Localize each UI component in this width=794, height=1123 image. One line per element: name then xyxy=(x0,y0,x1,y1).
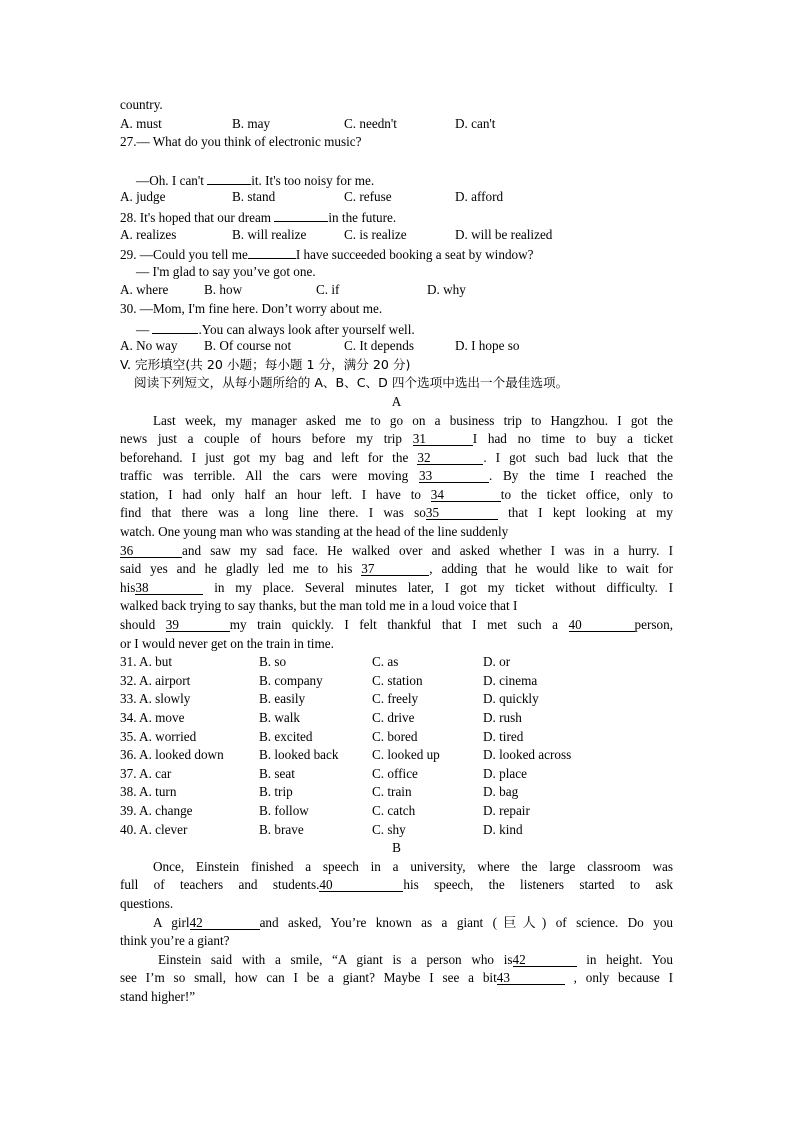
options-26 xyxy=(120,115,673,134)
option-c[interactable]: C. needn't xyxy=(344,115,397,131)
answer-blank[interactable] xyxy=(152,319,198,334)
blank-38[interactable]: 38 xyxy=(135,580,203,595)
options-30 xyxy=(120,337,673,356)
option-b[interactable]: B. seat xyxy=(259,765,295,781)
option-a[interactable]: 39. A. change xyxy=(120,802,193,818)
options-row-34 xyxy=(120,709,673,728)
option-a[interactable]: A. judge xyxy=(120,189,166,205)
passage-a-line: 36 and saw my sad face. He walked over and asked whether I was in a hurry. I xyxy=(120,542,673,558)
question-29-reply: — I'm glad to say you’ve got one. xyxy=(136,263,316,279)
question-30-stem: 30. —Mom, I'm fine here. Don’t worry about me. xyxy=(120,300,383,316)
option-d[interactable]: D. can't xyxy=(455,115,496,131)
option-d[interactable]: D. quickly xyxy=(483,691,539,707)
options-27 xyxy=(120,188,673,207)
option-d[interactable]: D. rush xyxy=(483,710,522,725)
option-b[interactable]: B. easily xyxy=(259,691,306,707)
passage-b-line: Einstein said with a smile, “A giant is a person who is42 in height. You xyxy=(158,951,673,967)
option-c[interactable]: C. bored xyxy=(372,728,418,744)
options-row-31 xyxy=(120,653,673,672)
passage-a-line: find that there was a long line there. I was so35 that I kept looking at my xyxy=(120,505,673,521)
blank-42b[interactable]: 42 xyxy=(513,952,577,967)
option-a[interactable]: 37. A. car xyxy=(120,765,172,781)
passage-b-line: Once, Einstein finished a speech in a university, where the large classroom was xyxy=(153,858,673,874)
option-d[interactable]: D. kind xyxy=(483,821,523,837)
option-d[interactable]: D. place xyxy=(483,765,527,781)
option-a[interactable]: 33. A. slowly xyxy=(120,691,191,707)
blank-42[interactable]: 42 xyxy=(190,915,260,930)
passage-b-line: think you’re a giant? xyxy=(120,933,230,949)
option-c[interactable]: C. as xyxy=(372,654,399,670)
option-b[interactable]: B. stand xyxy=(232,189,276,205)
passage-a-line: news just a couple of hours before my trip 31 I had no time to buy a ticket xyxy=(120,431,674,447)
passage-a-line: traffic was terrible. All the cars were moving 33 . By the time I reached the xyxy=(120,468,673,484)
options-row-39 xyxy=(120,802,673,821)
option-c[interactable]: C. if xyxy=(316,282,340,298)
option-c[interactable]: C. refuse xyxy=(344,189,392,205)
document-page xyxy=(120,96,673,1007)
option-a[interactable]: 38. A. turn xyxy=(120,784,177,800)
option-d[interactable]: D. cinema xyxy=(483,672,538,688)
option-c[interactable]: C. It depends xyxy=(344,338,414,354)
passage-a-line: Last week, my manager asked me to go on a business trip to Hangzhou. I got the xyxy=(153,412,673,428)
option-b[interactable]: B. company xyxy=(259,672,323,688)
option-d[interactable]: D. repair xyxy=(483,802,530,818)
blank-43[interactable]: 43 xyxy=(497,970,565,985)
blank-31[interactable]: 31 xyxy=(413,431,473,446)
section-instruction: 阅读下列短文，从每小题所给的 A、B、C、D 四个选项中选出一个最佳选项。 xyxy=(134,375,569,391)
option-d[interactable]: D. why xyxy=(427,282,466,298)
passage-a-line: watch. One young man who was standing at the head of the line suddenly xyxy=(120,524,509,540)
blank-39[interactable]: 39 xyxy=(166,617,230,632)
question-28-stem: 28. It's hoped that our dream in the future. xyxy=(120,207,673,226)
option-a[interactable]: 36. A. looked down xyxy=(120,747,224,763)
option-c[interactable]: C. train xyxy=(372,784,412,800)
passage-a-heading: A xyxy=(391,393,402,409)
option-d[interactable]: D. afford xyxy=(455,189,504,205)
question-30-reply: — .You can always look after yourself well. xyxy=(120,319,673,338)
answer-blank[interactable] xyxy=(207,170,251,185)
blank-36[interactable]: 36 xyxy=(120,543,182,558)
options-28 xyxy=(120,226,673,245)
option-b[interactable]: B. trip xyxy=(259,784,293,800)
passage-b-line: questions. xyxy=(120,895,174,911)
blank-40b[interactable]: 40 xyxy=(319,877,403,892)
option-d[interactable]: D. or xyxy=(483,654,511,670)
option-c[interactable]: C. office xyxy=(372,765,418,781)
option-b[interactable]: B. looked back xyxy=(259,747,339,763)
option-c[interactable]: C. looked up xyxy=(372,747,440,763)
answer-blank[interactable] xyxy=(274,207,328,222)
options-row-37 xyxy=(120,765,673,784)
question-29-stem: 29. —Could you tell me I have succeeded booking a seat by window? xyxy=(120,244,673,263)
passage-b-line: stand higher!” xyxy=(120,988,196,1004)
option-d[interactable]: D. I hope so xyxy=(455,338,520,354)
option-d[interactable]: D. looked across xyxy=(483,747,572,763)
option-c[interactable]: C. is realize xyxy=(344,226,407,242)
option-a[interactable]: 35. A. worried xyxy=(120,728,197,744)
blank-32[interactable]: 32 xyxy=(417,450,483,465)
passage-a-line: walked back trying to say thanks, but the man told me in a loud voice that I xyxy=(120,598,518,614)
passage-a-line: station, I had only half an hour left. I have to 34 to the ticket office, only to xyxy=(120,486,673,502)
passage-b-heading: B xyxy=(392,840,401,856)
question-27-stem: 27.— What do you think of electronic music? xyxy=(120,134,362,150)
options-table xyxy=(120,653,673,839)
option-a[interactable]: A. realizes xyxy=(120,226,177,242)
option-a[interactable]: 32. A. airport xyxy=(120,672,191,688)
option-b[interactable]: B. will realize xyxy=(232,226,307,242)
options-row-36 xyxy=(120,746,673,765)
blank-35[interactable]: 35 xyxy=(426,505,498,520)
passage-b-line: see I’m so small, how can I be a giant? Maybe I see a bit43 , only because I xyxy=(120,970,673,986)
option-a[interactable]: A. must xyxy=(120,115,162,131)
option-b[interactable]: B. excited xyxy=(259,728,313,744)
passage-a-line: his38 in my place. Several minutes later, I got my ticket without difficulty. I xyxy=(120,579,673,595)
options-row-32 xyxy=(120,672,673,691)
passage-a-line: or I would never get on the train in time. xyxy=(120,635,334,651)
option-c[interactable]: C. station xyxy=(372,672,423,688)
option-b[interactable]: B. how xyxy=(204,282,243,298)
option-d[interactable]: D. tired xyxy=(483,728,524,744)
section-title: V. 完形填空(共 20 小题；每小题 1 分，满分 20 分) xyxy=(120,356,411,372)
passage-b-line: A girl42 and asked, You’re known as a giant (巨人) of science. Do you xyxy=(153,914,674,930)
options-29 xyxy=(120,281,673,300)
passage-a-line: beforehand. I just got my bag and left for the 32 . I got such bad luck that the xyxy=(120,449,673,465)
passage-b-line: full of teachers and students.40 his speech, the listeners started to ask xyxy=(120,877,673,893)
option-b[interactable]: B. so xyxy=(259,654,287,670)
passage-a-line: should 39 my train quickly. I felt thankful that I met such a 40 person, xyxy=(120,617,673,633)
blank-37[interactable]: 37 xyxy=(361,561,429,576)
option-a[interactable]: 40. A. clever xyxy=(120,821,188,837)
option-c[interactable]: C. catch xyxy=(372,802,416,818)
options-row-38 xyxy=(120,783,673,802)
question-26-tail: country. xyxy=(120,97,163,112)
options-row-33 xyxy=(120,690,673,709)
option-c[interactable]: C. shy xyxy=(372,821,406,837)
options-row-35 xyxy=(120,728,673,747)
question-27-reply: —Oh. I can't it. It's too noisy for me. xyxy=(120,170,673,189)
answer-blank[interactable] xyxy=(248,244,296,259)
option-d[interactable]: D. will be realized xyxy=(455,226,553,242)
option-a[interactable]: A. No way xyxy=(120,338,178,354)
blank-40[interactable]: 40 xyxy=(569,617,635,632)
option-d[interactable]: D. bag xyxy=(483,784,519,800)
blank-34[interactable]: 34 xyxy=(431,487,501,502)
options-row-40 xyxy=(120,821,673,840)
option-b[interactable]: B. brave xyxy=(259,821,304,837)
option-c[interactable]: C. freely xyxy=(372,691,419,707)
option-a[interactable]: 34. A. move xyxy=(120,710,185,725)
option-b[interactable]: B. walk xyxy=(259,710,301,725)
option-c[interactable]: C. drive xyxy=(372,710,415,725)
blank-33[interactable]: 33 xyxy=(419,468,489,483)
option-b[interactable]: B. follow xyxy=(259,802,309,818)
option-b[interactable]: B. Of course not xyxy=(204,338,292,354)
option-a[interactable]: 31. A. but xyxy=(120,654,173,670)
option-a[interactable]: A. where xyxy=(120,282,169,298)
passage-a-line: said yes and he gladly led me to his 37 , adding that he would like to wait for xyxy=(120,561,673,577)
option-b[interactable]: B. may xyxy=(232,115,271,131)
